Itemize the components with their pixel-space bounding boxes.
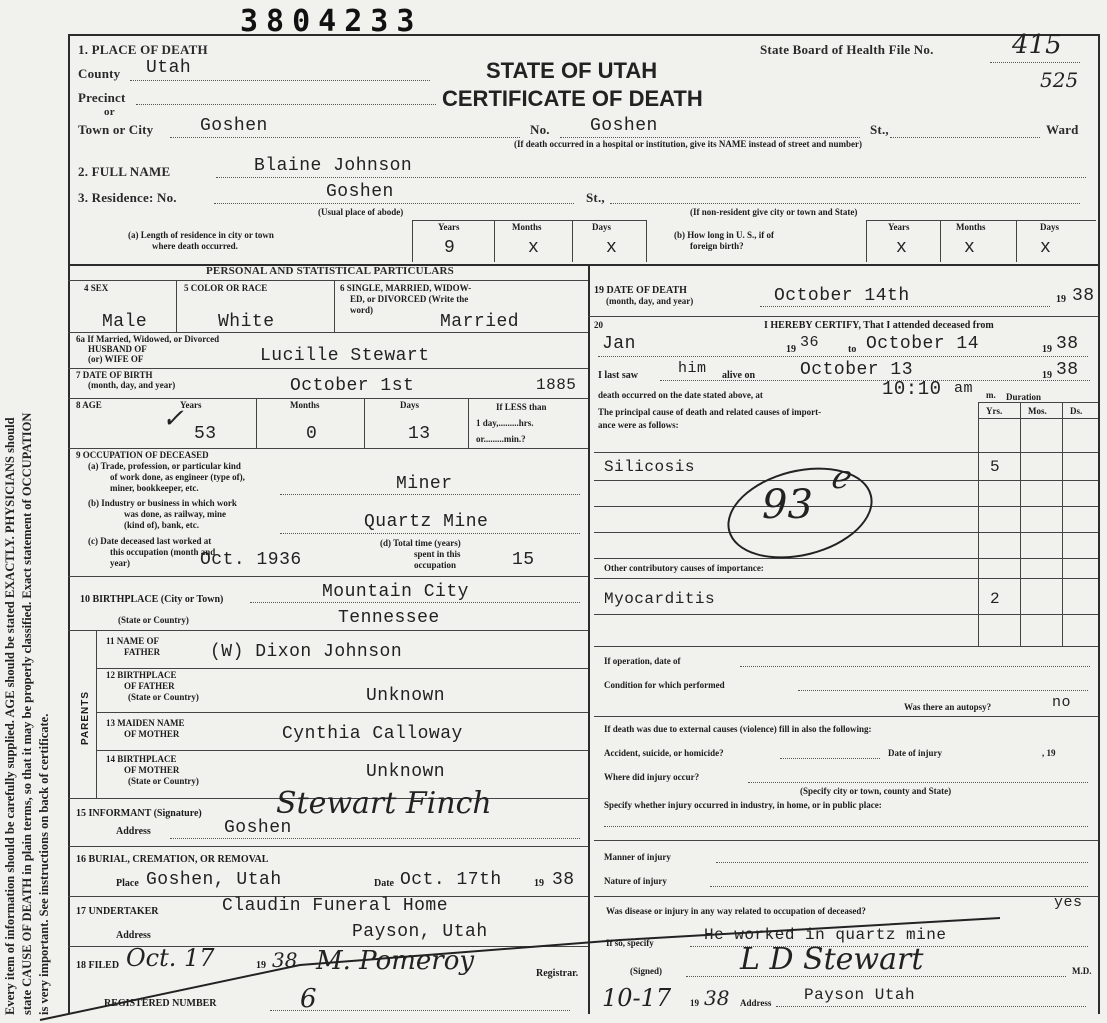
sex-label: 4 SEX <box>84 283 109 293</box>
length-residence-label-b: where death occurred. <box>152 241 238 251</box>
occ-c1: (c) Date deceased last worked at <box>88 536 212 546</box>
specify-industry-label: Specify whether injury occurred in industry, in home, or in public place: <box>604 800 882 810</box>
birthplace-state-note: (State or Country) <box>118 615 189 625</box>
age-col-1 <box>256 398 257 448</box>
color-value: White <box>218 312 275 332</box>
contrib-label: Other contributory causes of importance: <box>604 563 764 573</box>
principal-cause: Silicosis <box>604 458 695 476</box>
birthplace-label: 10 BIRTHPLACE (City or Town) <box>80 594 224 605</box>
frame-left <box>68 34 70 1014</box>
state-board-file-no: 415 <box>1012 30 1062 60</box>
manner-label: Manner of injury <box>604 852 671 862</box>
residence-st-label: St., <box>586 190 605 205</box>
full-name-value: Blaine Johnson <box>254 156 413 176</box>
father-bp-b: OF FATHER <box>124 681 175 691</box>
age-col-3 <box>468 398 469 448</box>
birthplace-rule <box>250 602 580 603</box>
place-of-death-label: 1. PLACE OF DEATH <box>78 42 208 57</box>
last-saw-date: October 13 <box>800 360 914 380</box>
attend-from: Jan <box>602 334 636 354</box>
signed-date: 10-17 <box>602 984 672 1012</box>
contrib-rule-2 <box>594 614 1098 615</box>
certify-number: 20 <box>594 320 603 330</box>
dod-value: October 14th <box>774 286 910 306</box>
specify-city-note: (Specify city or town, county and State) <box>800 786 952 796</box>
registrar-signature: M. Pomeroy <box>316 946 475 976</box>
title-certificate: CERTIFICATE OF DEATH <box>442 86 703 111</box>
undertaker-label: 17 UNDERTAKER <box>76 906 159 917</box>
contrib-duration: 2 <box>990 590 1001 608</box>
attend-to: October 14 <box>866 334 980 354</box>
mother-value: Cynthia Calloway <box>282 724 463 744</box>
us-label-b: foreign birth? <box>690 241 744 251</box>
us-top <box>866 220 1096 221</box>
sex-col <box>176 280 177 332</box>
burial-date: Oct. 17th <box>400 870 502 890</box>
side-instructions-line-1: Every item of information should be carefully supplied. AGE should be stated EXACTLY. PHYSICIANS should <box>3 417 17 1015</box>
occ-d2: spent in this <box>414 549 461 559</box>
res-top <box>412 220 646 221</box>
father-birthplace: Unknown <box>366 686 446 706</box>
father-bp-c: (State or Country) <box>128 692 199 702</box>
age-days-header: Days <box>400 400 420 410</box>
nature-label: Nature of injury <box>604 876 667 886</box>
signed-year-prefix: 19 <box>690 998 699 1008</box>
side-instructions-line-3: is very important. See instructions on back of certificate. <box>37 713 51 1015</box>
filed-date: Oct. 17 <box>126 944 215 972</box>
undertaker-address: Payson, Utah <box>352 922 488 942</box>
mother-birthplace: Unknown <box>366 762 446 782</box>
full-name-rule <box>216 177 1086 178</box>
no-rule <box>560 137 860 138</box>
dur-col-3 <box>1062 402 1063 646</box>
mother-bp-a: 14 BIRTHPLACE <box>106 754 177 764</box>
related-label: Was disease or injury in any way related to occupation of deceased? <box>606 906 866 916</box>
us-years: x <box>896 238 908 258</box>
residence-st-rule <box>610 203 1080 204</box>
dur-col-2 <box>1020 402 1021 646</box>
dob-value: October 1st <box>290 376 415 396</box>
dur-top <box>978 402 1098 403</box>
total-time-value: 15 <box>512 550 535 570</box>
precinct-rule <box>136 104 436 105</box>
age-months: 0 <box>306 424 318 444</box>
spouse-value: Lucille Stewart <box>260 346 430 366</box>
parents-col <box>96 630 97 798</box>
physician-address: Payson Utah <box>804 986 916 1004</box>
burial-year-prefix: 19 <box>534 878 544 889</box>
town-label: Town or City <box>78 122 154 137</box>
row-sex-rule <box>68 332 588 333</box>
row-external-rule <box>594 840 1098 841</box>
filed-year-prefix: 19 <box>256 960 266 971</box>
row-age-rule <box>68 448 588 449</box>
principal-duration: 5 <box>990 458 1001 476</box>
birthplace-state: Tennessee <box>338 608 440 628</box>
ink-stroke <box>0 900 1107 1023</box>
m-label: m. <box>986 390 996 400</box>
father-label-b: FATHER <box>124 647 161 657</box>
or-label: or <box>104 106 115 118</box>
occupation-label: 9 OCCUPATION OF DECEASED <box>76 450 209 460</box>
marital-value: Married <box>440 312 520 332</box>
contrib-cause: Myocarditis <box>604 590 716 608</box>
ds-header: Ds. <box>1070 406 1083 416</box>
row-bp-rule <box>68 630 588 631</box>
mother-label-a: 13 MAIDEN NAME <box>106 718 185 728</box>
section-title: PERSONAL AND STATISTICAL PARTICULARS <box>206 265 454 277</box>
injury-year-label: , 19 <box>1042 748 1056 758</box>
to-label: to <box>848 344 857 355</box>
sex-value: Male <box>102 312 148 332</box>
dob-year: 1885 <box>536 376 577 394</box>
burial-label: 16 BURIAL, CREMATION, OR REMOVAL <box>76 854 269 865</box>
row-spouse-rule <box>68 368 588 369</box>
manner-rule <box>716 862 1088 863</box>
occ-c3: year) <box>110 558 130 568</box>
dob-label-b: (month, day, and year) <box>88 380 176 390</box>
registrar-label: Registrar. <box>536 968 579 979</box>
autopsy-label: Was there an autopsy? <box>904 702 992 712</box>
res-days-header: Days <box>592 222 612 232</box>
related-value: yes <box>1054 894 1083 911</box>
us-label-a: (b) How long in U. S., if of <box>674 230 775 240</box>
mos-header: Mos. <box>1028 406 1047 416</box>
non-resident-note: (If non-resident give city or town and State) <box>690 207 858 217</box>
occ-a3: miner, bookkeeper, etc. <box>110 483 199 493</box>
informant-label: 15 INFORMANT (Signature) <box>76 808 202 819</box>
occ-b1: (b) Industry or business in which work <box>88 498 237 508</box>
industry-rule <box>280 533 580 534</box>
accident-rule <box>780 758 880 759</box>
nature-rule <box>710 886 1088 887</box>
father-bp-a: 12 BIRTHPLACE <box>106 670 177 680</box>
residence-label: 3. Residence: No. <box>78 190 177 205</box>
marital-label-c: word) <box>350 305 373 315</box>
us-months-header: Months <box>956 222 986 232</box>
no-value: Goshen <box>590 116 658 136</box>
extra-number: 525 <box>1040 68 1079 92</box>
us-years-header: Years <box>888 222 910 232</box>
row-nature-rule <box>594 896 1098 897</box>
res-col-2 <box>494 220 495 262</box>
res-months: x <box>528 238 540 258</box>
us-days: x <box>1040 238 1052 258</box>
row-occ-rule <box>68 576 588 577</box>
burial-place-label: Place <box>116 878 139 889</box>
town-value: Goshen <box>200 116 268 136</box>
row-autopsy-rule <box>594 716 1098 717</box>
precinct-label: Precinct <box>78 90 126 105</box>
less-label-c: or.........min.? <box>476 434 526 444</box>
contrib-rule-3 <box>594 646 1098 647</box>
specify-industry-rule <box>604 826 1088 827</box>
res-col-3 <box>572 220 573 262</box>
informant-address: Goshen <box>224 818 292 838</box>
title-state: STATE OF UTAH <box>486 58 658 83</box>
occ-b2: was done, as railway, mine <box>124 509 227 519</box>
serial-number: 3804233 <box>240 4 423 39</box>
filed-label: 18 FILED <box>76 960 120 971</box>
attend-from-year: 36 <box>800 334 820 351</box>
frame-top <box>68 34 1098 36</box>
informant-signature: Stewart Finch <box>276 786 492 821</box>
age-col-2 <box>364 398 365 448</box>
side-instructions-line-2: state CAUSE OF DEATH in plain terms, so that it may be properly classified. Exact statement of OCCUPATION <box>20 412 34 1015</box>
res-years-header: Years <box>438 222 460 232</box>
attend-to-year: 38 <box>1056 334 1079 354</box>
last-worked-value: Oct. 1936 <box>200 550 302 570</box>
dod-year: 38 <box>1072 286 1095 306</box>
occupation-rule <box>280 494 580 495</box>
county-value: Utah <box>146 58 192 78</box>
cause-label-b: ance were as follows: <box>598 420 679 430</box>
mother-bp-c: (State or Country) <box>128 776 199 786</box>
attend-from-year-prefix: 19 <box>786 344 796 355</box>
father-value: (W) Dixon Johnson <box>210 642 403 662</box>
marital-label-b: ED, or DIVORCED (Write the <box>350 294 469 304</box>
specify-value: He worked in quartz mine <box>704 926 947 944</box>
last-saw-rule <box>660 380 1090 381</box>
ward-label: Ward <box>1046 122 1079 137</box>
informant-address-label: Address <box>116 826 151 837</box>
last-saw-label: I last saw <box>598 370 639 381</box>
cause-rule-1 <box>594 452 1098 453</box>
occ-d1: (d) Total time (years) <box>380 538 461 548</box>
row-fbp-rule <box>96 712 588 713</box>
us-col-2 <box>940 220 941 262</box>
county-label: County <box>78 66 121 81</box>
dod-label-b: (month, day, and year) <box>606 296 694 306</box>
physician-signature: L D Stewart <box>740 942 924 977</box>
age-years: 53 <box>194 424 217 444</box>
filed-year: 38 <box>272 948 298 972</box>
burial-place: Goshen, Utah <box>146 870 282 890</box>
where-injury-label: Where did injury occur? <box>604 772 700 782</box>
am-value: am <box>954 380 974 397</box>
res-months-header: Months <box>512 222 542 232</box>
where-rule <box>748 782 1088 783</box>
physician-address-label: Address <box>740 998 772 1008</box>
age-checkmark: ✓ <box>162 404 184 434</box>
spouse-label-c: (or) WIFE OF <box>88 354 144 364</box>
res-col-1 <box>412 220 413 262</box>
us-col-1 <box>866 220 867 262</box>
state-board-label: State Board of Health File No. <box>760 42 934 57</box>
less-label-b: 1 day,.........hrs. <box>476 418 534 428</box>
usual-abode-note: (Usual place of abode) <box>318 207 404 217</box>
circled-code-mark: ℯ <box>830 458 849 496</box>
row-dob-rule <box>68 398 588 399</box>
st-rule <box>890 137 1040 138</box>
last-saw-pronoun: him <box>678 360 707 377</box>
occ-a1: (a) Trade, profession, or particular kind <box>88 461 241 471</box>
cause-label-a: The principal cause of death and related causes of import- <box>598 407 822 417</box>
spouse-label-b: HUSBAND OF <box>88 344 147 354</box>
registered-number-label: REGISTERED NUMBER <box>104 998 217 1009</box>
signed-year: 38 <box>704 986 730 1010</box>
frame-right <box>1098 34 1100 1014</box>
circled-code: 93 <box>762 482 813 528</box>
spouse-label-a: 6a If Married, Widowed, or Divorced <box>76 334 220 344</box>
dur-header-rule <box>978 418 1098 419</box>
town-rule <box>170 137 520 138</box>
burial-date-label: Date <box>374 878 394 889</box>
age-months-header: Months <box>290 400 320 410</box>
age-label: 8 AGE <box>76 400 102 410</box>
row-dod-rule <box>588 316 1098 317</box>
birthplace-city: Mountain City <box>322 582 469 602</box>
res-days: x <box>606 238 618 258</box>
attend-to-year-prefix: 19 <box>1042 344 1052 355</box>
age-years-header: Years <box>180 400 202 410</box>
mother-bp-b: OF MOTHER <box>124 765 180 775</box>
industry-value: Quartz Mine <box>364 512 489 532</box>
dod-year-prefix: 19 <box>1056 294 1066 305</box>
full-name-label: 2. FULL NAME <box>78 164 171 179</box>
row-father-rule <box>96 668 588 669</box>
less-label-a: If LESS than <box>496 402 547 412</box>
parents-label: PARENTS <box>80 690 91 745</box>
length-residence-label-a: (a) Length of residence in city or town <box>128 230 274 240</box>
operation-rule <box>740 666 1090 667</box>
signed-label: (Signed) <box>630 966 663 976</box>
attend-rule <box>598 356 1088 357</box>
death-occurred-label: death occurred on the date stated above, at <box>598 390 763 400</box>
occupation-value: Miner <box>396 474 453 494</box>
contrib-rule-1 <box>594 578 1098 579</box>
duration-label: Duration <box>1006 392 1042 402</box>
occ-c2: this occupation (month and <box>110 547 216 557</box>
external-label: If death was due to external causes (violence) fill in also the following: <box>604 724 872 734</box>
condition-label: Condition for which performed <box>604 680 725 690</box>
yrs-header: Yrs. <box>986 406 1003 416</box>
undertaker-address-label: Address <box>116 930 151 941</box>
registered-number: 6 <box>300 984 317 1014</box>
md-label: M.D. <box>1072 966 1092 976</box>
dod-label-a: 19 DATE OF DEATH <box>594 285 687 296</box>
no-label: No. <box>530 122 550 137</box>
county-rule <box>130 80 430 81</box>
occ-a2: of work done, as engineer (type of), <box>110 472 245 482</box>
certify-text: I HEREBY CERTIFY, That I attended deceased from <box>764 320 994 331</box>
residence-value: Goshen <box>326 182 394 202</box>
dod-rule <box>760 306 1050 307</box>
res-col-4 <box>646 220 647 262</box>
residence-rule <box>214 203 574 204</box>
last-saw-year-prefix: 19 <box>1042 370 1052 381</box>
us-months: x <box>964 238 976 258</box>
autopsy-value: no <box>1052 694 1072 711</box>
occ-b3: (kind of), bank, etc. <box>124 520 200 530</box>
us-days-header: Days <box>1040 222 1060 232</box>
color-label: 5 COLOR OR RACE <box>184 283 268 293</box>
file-no-rule <box>990 62 1080 63</box>
alive-on-label: alive on <box>722 370 756 381</box>
burial-year: 38 <box>552 870 575 890</box>
occ-d3: occupation <box>414 560 457 570</box>
age-days: 13 <box>408 424 431 444</box>
death-time: 10:10 <box>882 378 942 400</box>
res-years: 9 <box>444 238 456 258</box>
us-col-3 <box>1016 220 1017 262</box>
condition-rule <box>798 690 1088 691</box>
row-informant-rule <box>68 846 588 847</box>
cause-rule-5 <box>594 558 1098 559</box>
accident-label: Accident, suicide, or homicide? <box>604 748 724 758</box>
informant-address-rule <box>170 838 580 839</box>
injury-date-label: Date of injury <box>888 748 942 758</box>
dur-col-1 <box>978 402 979 646</box>
undertaker-value: Claudin Funeral Home <box>222 896 449 916</box>
hospital-note: (If death occurred in a hospital or institution, give its NAME instead of street and number) <box>514 139 863 149</box>
operation-label: If operation, date of <box>604 656 681 666</box>
specify-label: If so, specify <box>606 938 654 948</box>
dob-label-a: 7 DATE OF BIRTH <box>76 370 153 380</box>
mother-label-b: OF MOTHER <box>124 729 180 739</box>
father-label-a: 11 NAME OF <box>106 636 159 646</box>
marital-label-a: 6 SINGLE, MARRIED, WIDOW- <box>340 283 472 293</box>
last-saw-year: 38 <box>1056 360 1079 380</box>
section-title-rule <box>68 280 588 281</box>
st-label: St., <box>870 122 889 137</box>
row-mother-rule <box>96 750 588 751</box>
color-col <box>334 280 335 332</box>
